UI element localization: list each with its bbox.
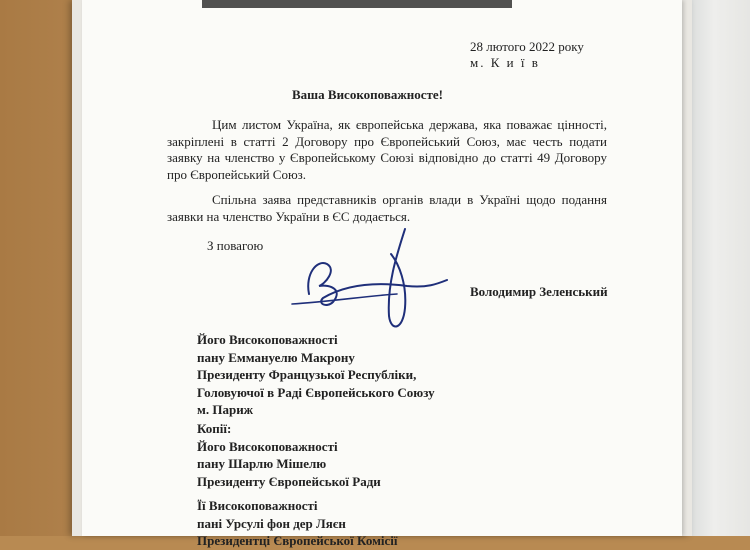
addressee-line: м. Париж [197, 402, 254, 417]
closing-regards: З повагою [207, 238, 264, 253]
copy-line: пану Шарлю Мішелю [197, 456, 327, 471]
paragraph-application: Цим листом Україна, як європейська держава, яка поважає цінності, закріплені в статті 2 Договору про Європейський Союз, має честь подати заявку на членство у Європейському Союзі відповідно до статті 49 Договору про Європейський Союз. [167, 117, 607, 182]
addressee-line: Головуючої в Раді Європейського Союзу [197, 384, 435, 400]
copies-label: Копії: [197, 421, 232, 436]
letter-page [82, 0, 682, 548]
addressee-line: Президенту Французької Республіки, [197, 367, 417, 382]
addressee-line: Його Високоповажності [197, 332, 338, 347]
letterhead-fragment [202, 0, 512, 8]
copy-line: Її Високоповажності [197, 498, 318, 513]
addressee-line: пану Еммануелю Макрону [197, 349, 355, 365]
copies-block [197, 420, 381, 490]
addressee-block [197, 331, 435, 419]
signer-name: Володимир Зеленський [470, 284, 608, 299]
copy-line: Президенту Європейської Ради [197, 473, 381, 489]
paragraph-joint-statement: Спільна заява представників органів влади в Україні щодо подання заявки на членство України в ЄС додається. [167, 192, 607, 224]
adjacent-sheet [690, 0, 750, 536]
second-copy-block [197, 497, 398, 550]
salutation: Ваша Високоповажносте! [292, 87, 444, 102]
letter-city: м. К и ї в [470, 55, 540, 70]
copy-line: Його Високоповажності [197, 438, 338, 454]
copy-line: Президентці Європейської Комісії [197, 533, 398, 548]
letter-date: 28 лютого 2022 року [470, 39, 584, 54]
handwritten-signature [287, 224, 457, 339]
copy-line: пані Урсулі фон дер Ляєн [197, 515, 346, 531]
